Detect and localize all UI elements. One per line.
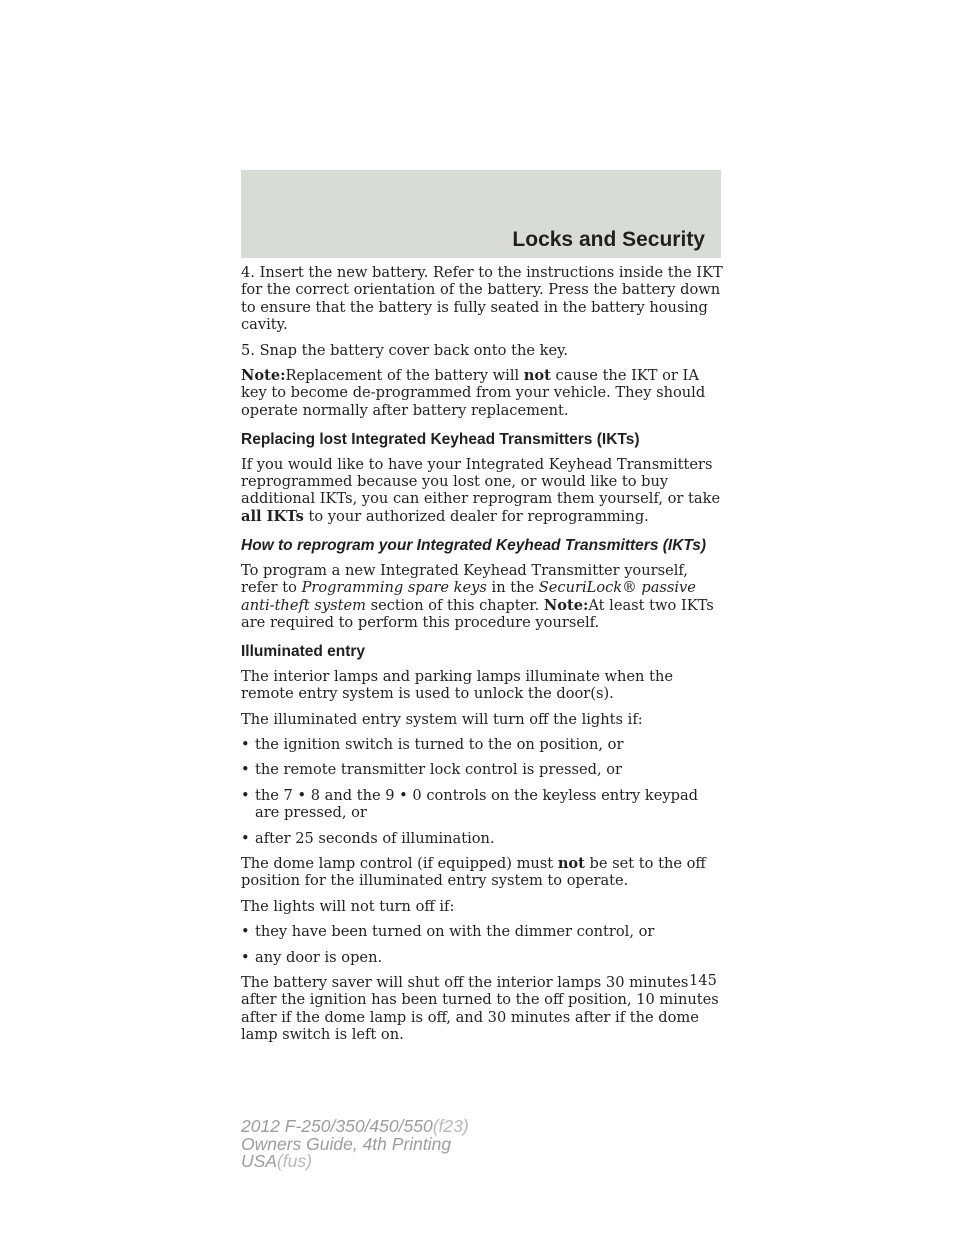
bullet-icon: •	[241, 948, 250, 966]
battery-note-paragraph: Note:Replacement of the battery will not cause the IKT or IA key to become de-programmed from your vehicle. They should operate normally after battery replacement.	[241, 367, 706, 419]
list-item: • after 25 seconds of illumination.	[241, 829, 495, 847]
replacing-paragraph: If you would like to have your Integrated Keyhead Transmitters reprogrammed because you lost one, or would like to buy additional IKTs, you can either reprogram them yourself, or take all IKTs to your authorized dealer for reprogramming.	[241, 455, 721, 525]
step-5-paragraph: 5. Snap the battery cover back onto the key.	[241, 341, 569, 359]
footer-line-3: USA(fus)	[241, 1151, 312, 1172]
list-item: • the ignition switch is turned to the on position, or	[241, 735, 624, 753]
list-item: • they have been turned on with the dimmer control, or	[241, 923, 655, 941]
heading-how-to-reprogram: How to reprogram your Integrated Keyhead Transmitters (IKTs)	[241, 537, 707, 555]
battery-saver-paragraph: The battery saver will shut off the interior lamps 30 minutes after the ignition has been turned to the off position, 10 minutes after if the dome lamp is off, and 30 minutes after if the dome lamp switch is left on.	[241, 974, 719, 1044]
document-footer	[241, 1118, 469, 1171]
heading-replacing-lost-ikts: Replacing lost Integrated Keyhead Transmitters (IKTs)	[241, 431, 640, 449]
illuminated-paragraph-1: The interior lamps and parking lamps illuminate when the remote entry system is used to unlock the door(s).	[241, 667, 673, 703]
bullet-icon: •	[241, 786, 250, 804]
footer-line-2: Owners Guide, 4th Printing	[241, 1133, 452, 1154]
heading-illuminated-entry: Illuminated entry	[241, 643, 366, 661]
section-title: Locks and Security	[512, 228, 705, 251]
list-item: • the 7 • 8 and the 9 • 0 controls on the keyless entry keypad are pressed, or	[241, 786, 699, 822]
list-item: • any door is open.	[241, 948, 383, 966]
illuminated-paragraph-2: The illuminated entry system will turn off the lights if:	[241, 710, 643, 728]
reprogram-paragraph: To program a new Integrated Keyhead Transmitter yourself, refer to Programming spare keys in the SecuriLock® passive anti-theft system section of this chapter. Note:At least two IKTs are required to perform this procedure yourself.	[241, 561, 714, 631]
page-number: 145	[689, 972, 717, 989]
step-4-paragraph: 4. Insert the new battery. Refer to the instructions inside the IKT for the correct orientation of the battery. Press the battery down to ensure that the battery is fully seated in the battery housing cavity.	[241, 264, 723, 334]
bullet-icon: •	[241, 829, 250, 847]
section-header-band	[241, 170, 721, 258]
lights-paragraph: The lights will not turn off if:	[241, 897, 455, 915]
dome-lamp-paragraph: The dome lamp control (if equipped) must not be set to the off position for the illuminated entry system to operate.	[241, 854, 706, 890]
list-item: • the remote transmitter lock control is pressed, or	[241, 761, 622, 779]
bullet-icon: •	[241, 923, 250, 941]
bullet-icon: •	[241, 735, 250, 753]
page-content	[241, 264, 725, 1052]
footer-line-1: 2012 F-250/350/450/550(f23)	[241, 1116, 469, 1136]
note-label: Note:	[241, 367, 286, 385]
bullet-icon: •	[241, 761, 250, 779]
